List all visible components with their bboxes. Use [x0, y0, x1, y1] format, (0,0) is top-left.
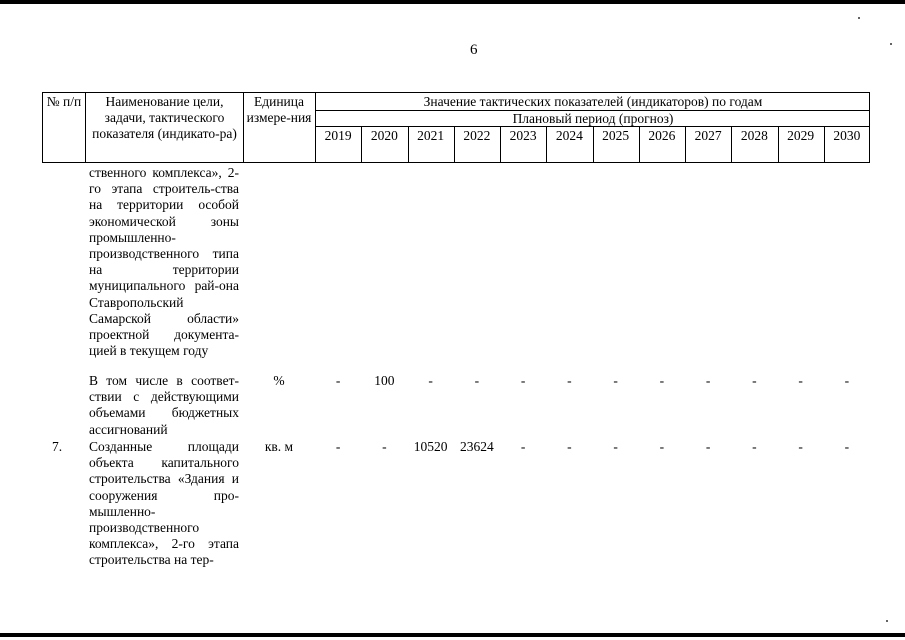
header-year: 2026	[648, 128, 676, 143]
row-value: -	[567, 373, 572, 388]
row-value: -	[798, 373, 803, 388]
col-divider	[85, 92, 86, 163]
header-year: 2023	[509, 128, 537, 143]
row-number: 7.	[51, 439, 63, 454]
row-value: 100	[374, 373, 395, 388]
page-number: 6	[470, 42, 478, 58]
header-year: 2024	[555, 128, 583, 143]
row-value: -	[520, 373, 526, 388]
row-name-text: Созданные площади объекта капитального строительства «Здания и сооружения про-мышленно-производственного комплекса», 2-го этапа строительства на тер-	[89, 439, 239, 568]
row-value: -	[659, 373, 665, 388]
header-year: 2021	[417, 128, 445, 143]
header-year: 2028	[740, 128, 768, 143]
header-year: 2030	[833, 128, 861, 143]
header-values-title: Значение тактических показателей (индикаторов) по годам	[423, 94, 763, 109]
row-value: 10520	[413, 439, 448, 454]
row-value: 23624	[460, 439, 494, 454]
row-value: -	[428, 373, 433, 388]
row-value: -	[474, 373, 480, 388]
row-value: -	[613, 439, 618, 454]
row-unit: %	[273, 373, 285, 388]
row-value: -	[382, 439, 387, 454]
scan-top-border	[0, 0, 905, 4]
header-name: Наименование цели, задачи, тактического показателя (индикато-ра)	[92, 94, 237, 141]
row-value: -	[335, 439, 341, 454]
header-year: 2022	[463, 128, 491, 143]
row-value: -	[844, 373, 850, 388]
row-value: -	[659, 439, 665, 454]
row-value: -	[844, 439, 850, 454]
header-year: 2027	[694, 128, 722, 143]
col-divider	[243, 92, 244, 163]
header-year: 2019	[324, 128, 352, 143]
row-name-text: В том числе в соответ-ствии с действующими объемами бюджетных ассигнований	[89, 373, 239, 437]
row-value: -	[752, 373, 757, 388]
row-value: -	[613, 373, 618, 388]
row-value: -	[705, 373, 711, 388]
header-year: 2029	[787, 128, 815, 143]
row-name-text: ственного комплекса», 2-го этапа строитель-ства на территории особой экономической зоны промышленно-производственного типа на территории муниципального рай-она Ставропольский Самарской области» проектной документа-цией в текущем году	[89, 165, 239, 359]
row-value: -	[798, 439, 803, 454]
row-value: -	[567, 439, 572, 454]
header-num: № п/п	[46, 94, 82, 109]
scan-speck	[890, 43, 892, 45]
header-year: 2020	[370, 128, 398, 143]
row-value: -	[705, 439, 711, 454]
header-year: 2025	[602, 128, 630, 143]
scan-bottom-border	[0, 633, 905, 637]
scan-speck	[886, 620, 888, 622]
row-unit: кв. м	[264, 439, 294, 454]
header-unit: Единица измере-ния	[246, 94, 312, 125]
row-value: -	[520, 439, 526, 454]
row-value: -	[752, 439, 757, 454]
scan-speck	[858, 17, 860, 19]
header-period-title: Плановый период (прогноз)	[512, 111, 674, 126]
row-value: -	[335, 373, 341, 388]
